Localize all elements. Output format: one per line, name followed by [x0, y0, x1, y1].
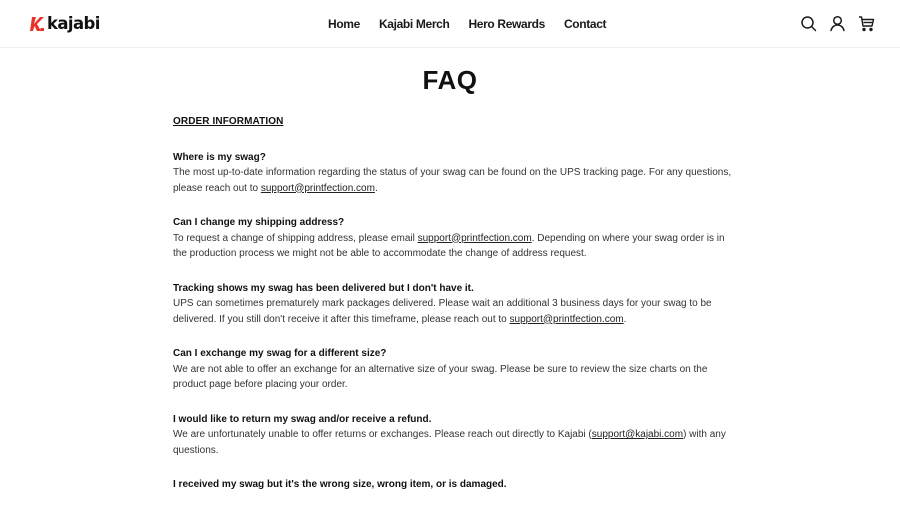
- faq-item: [173, 477, 733, 493]
- section-heading: ORDER INFORMATION: [173, 116, 284, 127]
- answer-text: We are unfortunately unable to offer returns or exchanges. Please reach out directly to Kajabi (: [173, 429, 592, 440]
- faq-item: [173, 346, 733, 393]
- faq-question: Can I change my shipping address?: [173, 217, 345, 228]
- faq-question: I would like to return my swag and/or receive a refund.: [173, 413, 432, 425]
- faq-answer: [173, 427, 733, 458]
- answer-text: .: [623, 313, 627, 325]
- search-button[interactable]: [800, 15, 817, 32]
- page-title: FAQ: [422, 65, 478, 95]
- faq-question: Can I exchange my swag for a different size?: [173, 348, 387, 359]
- header-actions: [800, 15, 875, 32]
- support-email-link[interactable]: support@printfection.com: [509, 313, 624, 325]
- answer-text: To request a change of shipping address, please email: [173, 232, 418, 244]
- faq-question: I received my swag but it's the wrong size, wrong item, or is damaged.: [173, 479, 507, 490]
- search-icon: [800, 15, 817, 32]
- answer-text: UPS can sometimes prematurely mark packages delivered. Please wait an additional 3 business days for your swag to be delivered. If you still don't receive it after this timeframe, please reach out to: [173, 298, 712, 325]
- nav-contact[interactable]: Contact: [563, 17, 607, 31]
- cart-icon: [858, 15, 875, 32]
- faq-item: [173, 281, 733, 328]
- answer-text: The most up-to-date information regarding the status of your swag can be found on the UPS tracking page. For any questions, please reach out to: [173, 167, 732, 194]
- faq-answer: [173, 362, 733, 393]
- faq-item: [173, 412, 733, 459]
- faq-item: [173, 150, 733, 197]
- user-icon: [829, 15, 846, 32]
- kajabi-logo[interactable]: [30, 14, 100, 34]
- faq-question: Where is my swag?: [173, 151, 266, 163]
- kajabi-logo-mark-icon: [30, 17, 45, 31]
- faq-answer: [173, 296, 733, 327]
- logo-wordmark: kajabi: [47, 14, 100, 33]
- answer-text: . Depending on where your swag order is in the production process we might not be able to accommodate the change of address request.: [173, 232, 725, 259]
- faq-answer: [173, 165, 733, 196]
- answer-text: We are not able to offer an exchange for an alternative size of your swag. Please be sure to review the size charts on the product page before placing your order.: [173, 363, 708, 390]
- kajabi-support-email-link[interactable]: support@kajabi.com: [591, 429, 684, 440]
- answer-text: .: [374, 182, 378, 194]
- main-nav: [328, 16, 606, 32]
- faq-answer: [173, 231, 733, 262]
- faq-content: [173, 114, 733, 512]
- nav-home[interactable]: Home: [328, 17, 360, 31]
- nav-kajabi-merch[interactable]: Kajabi Merch: [378, 17, 450, 31]
- nav-hero-rewards[interactable]: Hero Rewards: [468, 17, 545, 31]
- faq-item: [173, 215, 733, 262]
- account-button[interactable]: [829, 15, 846, 32]
- support-email-link[interactable]: support@printfection.com: [260, 182, 375, 194]
- cart-button[interactable]: [858, 15, 875, 32]
- site-header: [0, 0, 900, 48]
- support-email-link[interactable]: support@printfection.com: [417, 232, 532, 244]
- faq-question: Tracking shows my swag has been delivered but I don't have it.: [173, 282, 474, 294]
- answer-text: ) with any questions.: [173, 429, 726, 456]
